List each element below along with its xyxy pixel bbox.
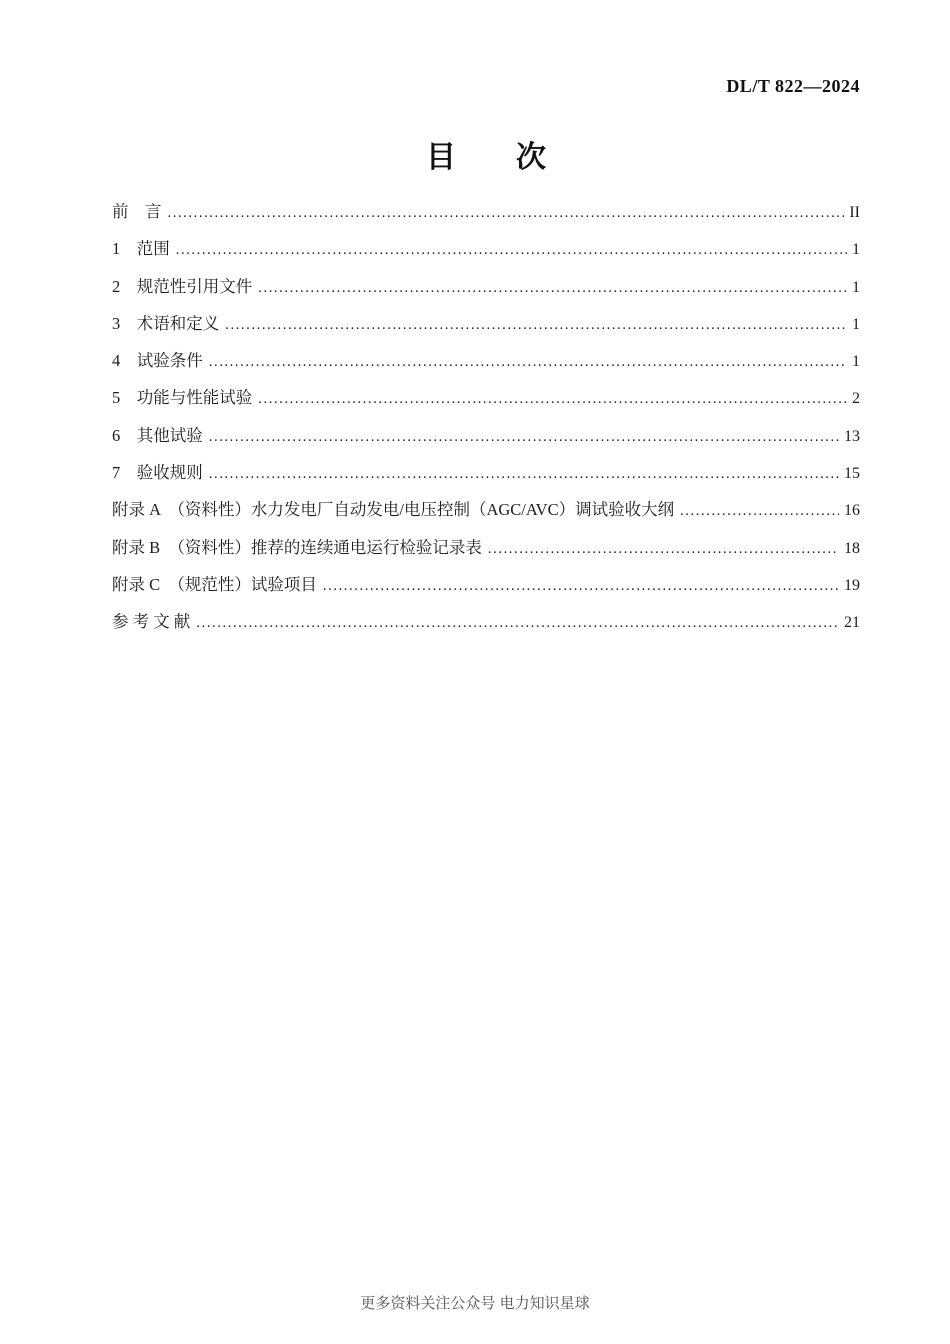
toc-entry — [112, 529, 860, 566]
toc-dot-leader — [168, 193, 845, 232]
toc-entry-page: 1 — [852, 241, 860, 259]
standard-number-header: DL/T 822—2024 — [726, 76, 860, 96]
toc-entry-label: 3 术语和定义 — [112, 313, 220, 333]
toc-entry-page: 1 — [852, 278, 860, 296]
toc-dot-leader — [258, 268, 847, 307]
toc-entry-label: 1 范围 — [112, 239, 170, 259]
toc-entry — [112, 379, 860, 416]
toc-entry-page: 21 — [844, 614, 860, 632]
toc-entry-page: 15 — [844, 465, 860, 483]
toc-entry-label: 4 试验条件 — [112, 351, 203, 371]
toc-entry-label: 附录 A （资料性）水力发电厂自动发电/电压控制（AGC/AVC）调试验收大纲 — [112, 500, 675, 520]
toc-dot-leader — [209, 417, 839, 456]
toc-entry — [112, 342, 860, 379]
toc-entry-label: 5 功能与性能试验 — [112, 388, 253, 408]
toc-list — [112, 193, 860, 641]
toc-entry — [112, 305, 860, 342]
toc-entry — [112, 603, 860, 640]
toc-entry-page: 16 — [844, 502, 860, 520]
toc-entry — [112, 417, 860, 454]
toc-entry — [112, 230, 860, 267]
toc-dot-leader — [209, 342, 847, 381]
toc-entry-label: 2 规范性引用文件 — [112, 276, 253, 296]
toc-entry-page: 13 — [844, 427, 860, 445]
toc-dot-leader — [176, 230, 847, 269]
toc-entry-page: 18 — [844, 539, 860, 557]
toc-dot-leader — [323, 566, 839, 605]
toc-entry-page: II — [849, 204, 860, 221]
toc-entry-label: 参 考 文 献 — [112, 612, 191, 632]
toc-dot-leader — [680, 491, 839, 530]
toc-entry-label: 6 其他试验 — [112, 425, 203, 445]
toc-entry-label: 附录 B （资料性）推荐的连续通电运行检验记录表 — [112, 537, 482, 557]
toc-dot-leader — [196, 603, 839, 642]
toc-entry — [112, 268, 860, 305]
toc-entry-page: 2 — [852, 390, 860, 408]
toc-entry-label: 附录 C （规范性）试验项目 — [112, 574, 317, 594]
toc-entry-page: 1 — [852, 353, 860, 371]
toc-entry — [112, 193, 860, 230]
page-title: 目 次 — [426, 141, 546, 174]
toc-dot-leader — [488, 529, 839, 568]
toc-entry — [112, 454, 860, 491]
toc-entry-page: 1 — [852, 315, 860, 333]
toc-entry-label: 7 验收规则 — [112, 463, 203, 483]
footer-watermark-text: 更多资料关注公众号 电力知识星球 — [360, 1295, 590, 1312]
toc-dot-leader — [225, 305, 847, 344]
toc-entry — [112, 491, 860, 528]
toc-dot-leader — [209, 454, 839, 493]
toc-dot-leader — [258, 379, 847, 418]
toc-entry — [112, 566, 860, 603]
toc-entry-page: 19 — [844, 576, 860, 594]
toc-entry-label: 前 言 — [112, 202, 162, 221]
